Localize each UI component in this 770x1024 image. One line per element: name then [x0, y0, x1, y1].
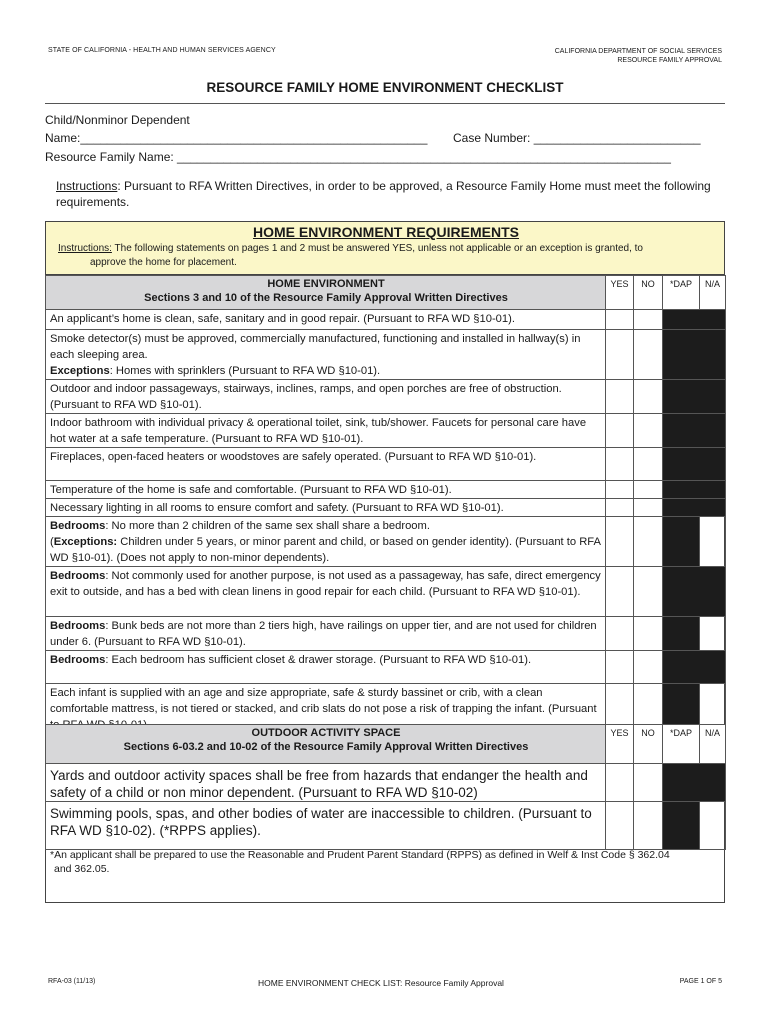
no-checkbox[interactable]: [634, 310, 663, 330]
requirements-instructions: [58, 242, 723, 270]
no-checkbox[interactable]: [634, 617, 663, 651]
blocked-cell: [663, 802, 700, 850]
blocked-cell: [663, 330, 726, 380]
yes-checkbox[interactable]: [606, 414, 634, 448]
no-column-header: NO: [634, 276, 663, 310]
requirement-label: Bedrooms: [50, 520, 106, 532]
child-label: Child/Nonminor Dependent: [45, 113, 190, 127]
yes-checkbox[interactable]: [606, 651, 634, 684]
checklist-row: [46, 651, 726, 684]
no-checkbox[interactable]: [634, 380, 663, 414]
page-title: RESOURCE FAMILY HOME ENVIRONMENT CHECKLIST: [206, 80, 564, 95]
requirements-title: HOME ENVIRONMENT REQUIREMENTS: [252, 224, 519, 240]
checklist-row: [46, 764, 726, 802]
outdoor-section-subtitle: Sections 6-03.2 and 10-02 of the Resource Family Approval Written Directives: [123, 741, 529, 753]
blocked-cell: [663, 380, 726, 414]
requirement-exception-label: Exceptions:: [53, 536, 118, 548]
requirement-text: Swimming pools, spas, and other bodies of water are inaccessible to children. (Pursuant to RFA WD §10-02). (*RPPS applies).: [46, 802, 606, 850]
no-checkbox[interactable]: [634, 802, 663, 850]
requirement-exception-text: Children under 5 years, or minor parent and child, or based on gender identity). (Pursuant to RFA WD §10-01). (Does not apply to non-minor dependents).: [50, 536, 601, 564]
requirement-text: : Not commonly used for another purpose, is not used as a passageway, has safe, direct emergency exit to outside, and has a bed with clean linens in good repair for each child. (Pursuant to RFA WD §10-01).: [50, 570, 601, 598]
department-header: [555, 47, 722, 65]
yes-checkbox[interactable]: [606, 764, 634, 802]
requirement-exception-label: Exceptions: [50, 365, 110, 377]
requirement-text-cell: [46, 567, 606, 617]
requirement-text: : No more than 2 children of the same sex shall share a bedroom.: [105, 520, 430, 532]
blocked-cell: [663, 481, 726, 499]
checklist-row: [46, 448, 726, 481]
no-checkbox[interactable]: [634, 499, 663, 517]
blocked-cell: [663, 517, 700, 567]
requirement-label: Bedrooms: [50, 570, 106, 582]
yes-checkbox[interactable]: [606, 481, 634, 499]
footnote-line2: and 362.05.: [54, 863, 110, 875]
outdoor-section-title-cell: [46, 725, 606, 764]
checklist-row: [46, 567, 726, 617]
yes-checkbox[interactable]: [606, 330, 634, 380]
dap-column-header: *DAP: [663, 276, 700, 310]
instructions-text: : Pursuant to RFA Written Directives, in order to be approved, a Resource Family Home must meet the following requirements.: [56, 179, 711, 209]
home-section-header: [46, 276, 726, 310]
agency-header: STATE OF CALIFORNIA - HEALTH AND HUMAN SERVICES AGENCY: [48, 47, 276, 54]
form-name: HOME ENVIRONMENT CHECK LIST: Resource Family Approval: [258, 978, 504, 988]
blocked-cell: [663, 567, 726, 617]
no-checkbox[interactable]: [634, 330, 663, 380]
no-checkbox[interactable]: [634, 481, 663, 499]
na-checkbox[interactable]: [700, 517, 726, 567]
checklist-row: [46, 481, 726, 499]
requirement-text: : Bunk beds are not more than 2 tiers high, have railings on upper tier, and are not used for children under 6. (Pursuant to RFA WD §10-01).: [50, 620, 597, 648]
blocked-cell: [663, 617, 700, 651]
yes-checkbox[interactable]: [606, 310, 634, 330]
paren-open: (: [50, 536, 54, 548]
yes-column-header: YES: [606, 276, 634, 310]
na-column-header: N/A: [700, 725, 726, 764]
instructions-lead: Instructions: [56, 179, 118, 193]
yes-column-header: YES: [606, 725, 634, 764]
yes-checkbox[interactable]: [606, 380, 634, 414]
requirement-label: Bedrooms: [50, 654, 106, 666]
yes-checkbox[interactable]: [606, 448, 634, 481]
requirement-text-cell: [46, 330, 606, 380]
requirement-text-cell: [46, 651, 606, 684]
requirements-instructions-lead: Instructions:: [58, 243, 112, 254]
no-checkbox[interactable]: [634, 448, 663, 481]
rpps-footnote: [50, 848, 720, 876]
no-column-header: NO: [634, 725, 663, 764]
requirement-label: Bedrooms: [50, 620, 106, 632]
requirement-text: Outdoor and indoor passageways, stairways, inclines, ramps, and open porches are free of obstruction. (Pursuant to RFA WD §10-01).: [46, 380, 606, 414]
requirement-text: Fireplaces, open-faced heaters or woodstoves are safely operated. (Pursuant to RFA WD §10-01).: [46, 448, 606, 481]
checklist-row: [46, 617, 726, 651]
instructions: [56, 178, 716, 210]
blocked-cell: [663, 651, 726, 684]
blocked-cell: [663, 499, 726, 517]
na-checkbox[interactable]: [700, 617, 726, 651]
checklist-row: [46, 517, 726, 567]
requirement-text: Smoke detector(s) must be approved, commercially manufactured, functioning and installed in hallway(s) in each sleeping area.: [50, 333, 581, 361]
resource-family-name-field[interactable]: Resource Family Name: __________________________________________________________________________: [45, 150, 671, 164]
home-section-title-cell: [46, 276, 606, 310]
home-section-title: HOME ENVIRONMENT: [267, 278, 385, 290]
requirement-text-cell: [46, 617, 606, 651]
no-checkbox[interactable]: [634, 651, 663, 684]
requirement-text: Temperature of the home is safe and comfortable. (Pursuant to RFA WD §10-01).: [46, 481, 606, 499]
outdoor-section-title: OUTDOOR ACTIVITY SPACE: [251, 727, 401, 739]
checklist-row: [46, 414, 726, 448]
outdoor-activity-table: [45, 724, 726, 850]
checklist-row: [46, 802, 726, 850]
child-name-field[interactable]: Name:____________________________________________________: [45, 131, 428, 145]
footnote-line1: *An applicant shall be prepared to use the Reasonable and Prudent Parent Standard (RPPS) as defined in Welf & Inst Code § 362.04: [50, 849, 670, 861]
requirement-text: Each infant is supplied with an age and size appropriate, safe & sturdy bassinet or crib, with a clean comfortable mattress, is not tiered or stacked, and crib slats do not pose a risk of trapping the infant. (Pursuant: [46, 684, 606, 734]
case-number-field[interactable]: Case Number: _________________________: [453, 131, 701, 145]
no-checkbox[interactable]: [634, 764, 663, 802]
blocked-cell: [663, 414, 726, 448]
yes-checkbox[interactable]: [606, 802, 634, 850]
yes-checkbox[interactable]: [606, 567, 634, 617]
title-divider: [45, 103, 725, 104]
home-environment-table: [45, 275, 726, 734]
na-column-header: N/A: [700, 276, 726, 310]
yes-checkbox[interactable]: [606, 517, 634, 567]
na-checkbox[interactable]: [700, 802, 726, 850]
requirements-header: [45, 221, 725, 275]
requirements-instructions-line2: approve the home for placement.: [90, 257, 237, 268]
yes-checkbox[interactable]: [606, 499, 634, 517]
checklist-row: [46, 310, 726, 330]
requirement-text: Yards and outdoor activity spaces shall be free from hazards that endanger the health and safety of a child or non minor dependent. (Pursuant to RFA WD §10-02): [46, 764, 606, 802]
blocked-cell: [663, 310, 726, 330]
blocked-cell: [663, 448, 726, 481]
checklist-row: [46, 499, 726, 517]
checklist-row: [46, 330, 726, 380]
no-checkbox[interactable]: [634, 567, 663, 617]
requirement-text: : Each bedroom has sufficient closet & drawer storage. (Pursuant to RFA WD §10-01).: [105, 654, 532, 666]
requirement-exception-text: : Homes with sprinklers (Pursuant to RFA WD §10-01).: [109, 365, 381, 377]
requirement-text: Necessary lighting in all rooms to ensure comfort and safety. (Pursuant to RFA WD §10-01).: [46, 499, 606, 517]
yes-checkbox[interactable]: [606, 617, 634, 651]
no-checkbox[interactable]: [634, 517, 663, 567]
requirement-text-cell: [46, 517, 606, 567]
form-id: RFA-03 (11/13): [48, 978, 96, 985]
requirements-instructions-line1: The following statements on pages 1 and 2 must be answered YES, unless not applicable or an exception is granted, to: [111, 243, 643, 254]
department-name: CALIFORNIA DEPARTMENT OF SOCIAL SERVICES: [554, 48, 722, 55]
blocked-cell: [663, 764, 726, 802]
checklist-row: [46, 380, 726, 414]
page-number: PAGE 1 OF 5: [679, 978, 722, 985]
requirement-text: An applicant’s home is clean, safe, sanitary and in good repair. (Pursuant to RFA WD §10-01).: [46, 310, 606, 330]
dap-column-header: *DAP: [663, 725, 700, 764]
program-name: RESOURCE FAMILY APPROVAL: [617, 57, 722, 64]
home-section-subtitle: Sections 3 and 10 of the Resource Family Approval Written Directives: [144, 292, 508, 304]
no-checkbox[interactable]: [634, 414, 663, 448]
outdoor-section-header: [46, 725, 726, 764]
requirement-text: Indoor bathroom with individual privacy & operational toilet, sink, tub/shower. Faucets for personal care have hot water at a safe temperature. (Pursuant to RFA WD §10-01).: [46, 414, 606, 448]
